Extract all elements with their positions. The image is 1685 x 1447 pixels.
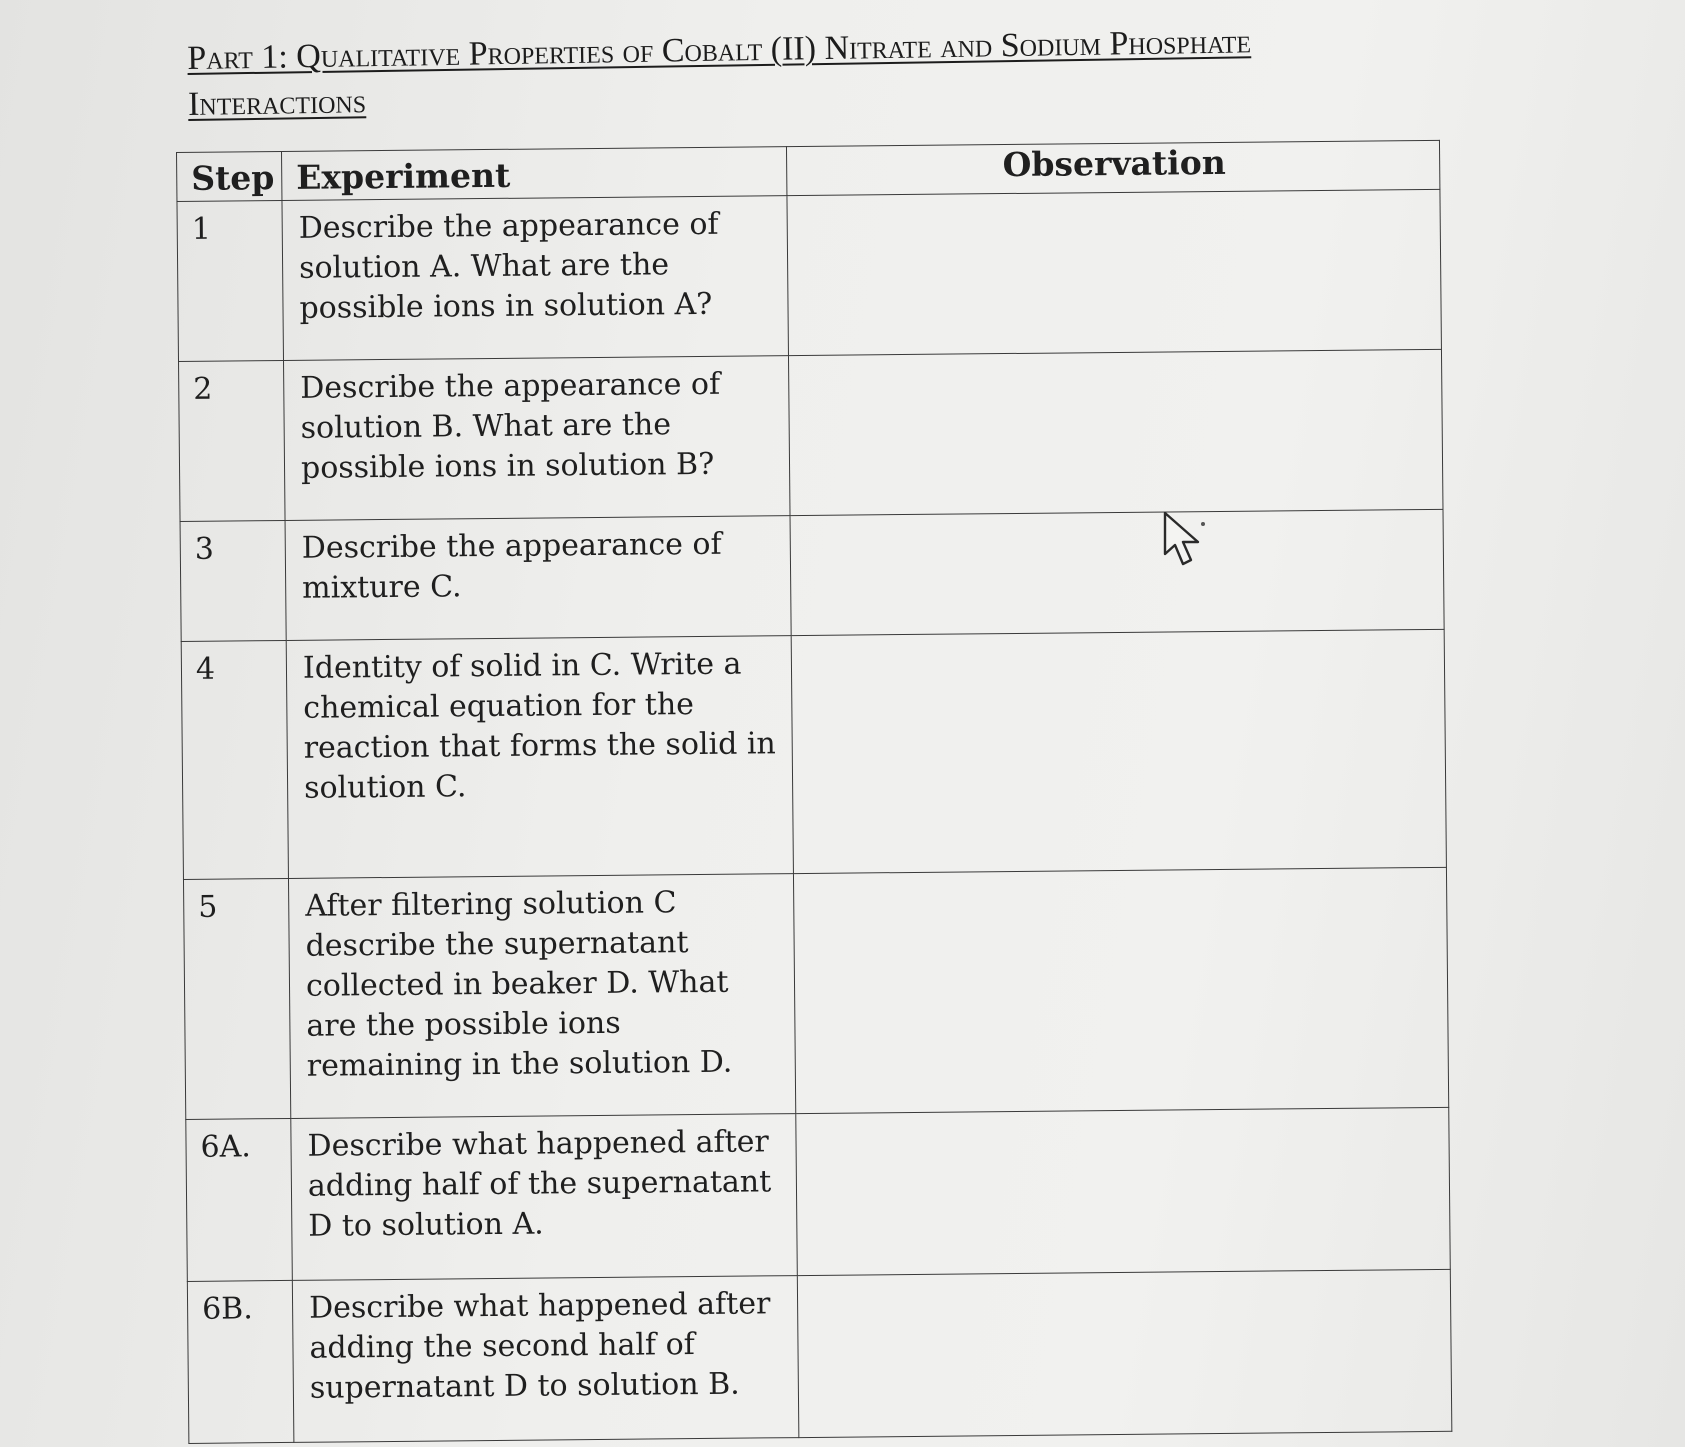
header-experiment: Experiment — [281, 147, 786, 201]
heading-line-1: Part 1: Qualitative Properties of Cobalt (II) Nitrate and Sodium Phosphate — [187, 23, 1252, 77]
table-row — [179, 349, 1443, 521]
table-row — [181, 629, 1446, 879]
observation-cell[interactable] — [797, 1269, 1452, 1437]
table-row — [186, 1107, 1450, 1281]
part-heading — [187, 18, 1308, 128]
heading-line-2: Interactions — [187, 83, 367, 123]
experiment-prompt: Describe the appearance of mixture C. — [285, 516, 791, 641]
step-number: 5 — [183, 878, 290, 1119]
table-row — [187, 1269, 1451, 1443]
experiment-prompt: After filtering solution C describe the supernatant collected in beaker D. What are the possible ions remaining in the solution D. — [288, 874, 795, 1119]
observation-table-wrapper — [176, 140, 1452, 1444]
observation-cell[interactable] — [796, 1107, 1451, 1275]
table-row — [180, 509, 1444, 641]
experiment-prompt: Describe what happened after adding half of the supernatant D to solution A. — [291, 1114, 798, 1281]
table-row — [183, 867, 1448, 1119]
observation-cell[interactable] — [791, 629, 1446, 873]
observation-cell[interactable] — [788, 349, 1443, 515]
experiment-prompt: Describe the appearance of solution B. What are the possible ions in solution B? — [284, 356, 791, 521]
mouse-pointer-arrow-icon — [1162, 510, 1208, 572]
experiment-prompt: Describe the appearance of solution A. What are the possible ions in solution A? — [282, 196, 789, 361]
step-number: 6A. — [186, 1118, 293, 1281]
step-number: 4 — [181, 640, 288, 879]
observation-table — [176, 140, 1452, 1444]
experiment-prompt: Identity of solid in C. Write a chemical equation for the reaction that forms the solid in solution C. — [286, 636, 793, 879]
step-number: 1 — [177, 200, 284, 361]
header-observation: Observation — [786, 140, 1439, 195]
table-row — [177, 189, 1441, 361]
experiment-prompt: Describe what happened after adding the second half of supernatant D to solution B. — [292, 1276, 799, 1443]
step-number: 2 — [179, 360, 286, 521]
observation-cell[interactable] — [787, 189, 1442, 355]
step-number: 6B. — [187, 1280, 294, 1443]
observation-cell[interactable] — [793, 867, 1448, 1113]
step-number: 3 — [180, 520, 286, 641]
observation-cell[interactable] — [790, 509, 1444, 635]
header-step: Step — [177, 151, 282, 201]
